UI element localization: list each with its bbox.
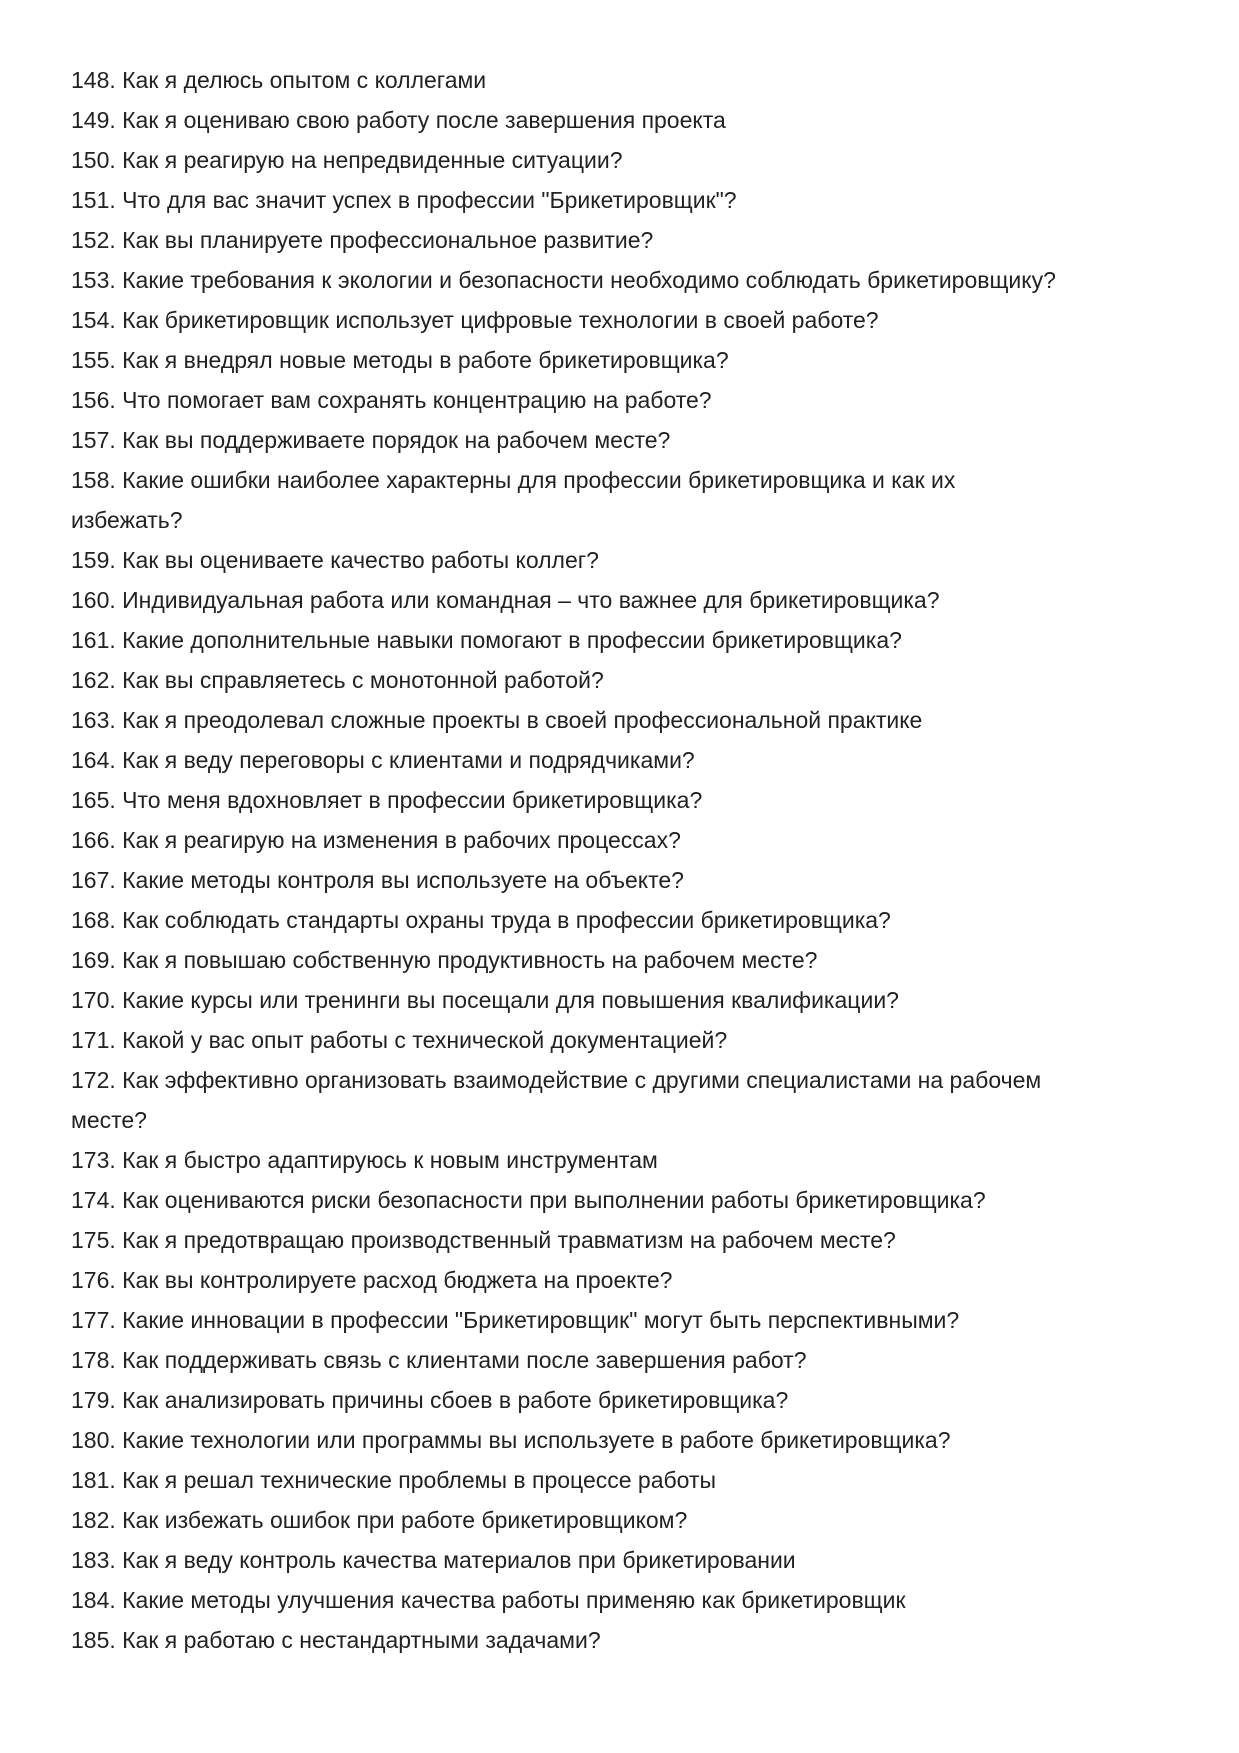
list-item: 185. Как я работаю с нестандартными задачами? (71, 1627, 601, 1653)
list-item: 171. Какой у вас опыт работы с технической документацией? (71, 1027, 728, 1053)
list-item: 148. Как я делюсь опытом с коллегами (71, 67, 487, 93)
list-item: 149. Как я оцениваю свою работу после завершения проекта (71, 107, 726, 133)
list-item: 153. Какие требования к экологии и безопасности необходимо соблюдать брикетировщику? (71, 267, 1056, 293)
list-item: 181. Как я решал технические проблемы в процессе работы (71, 1467, 717, 1493)
list-item: 155. Как я внедрял новые методы в работе брикетировщика? (71, 347, 729, 373)
list-item: 162. Как вы справляетесь с монотонной работой? (71, 667, 604, 693)
list-item: 172. Как эффективно организовать взаимодействие с другими специалистами на рабочем (71, 1067, 1042, 1093)
list-item: 170. Какие курсы или тренинги вы посещали для повышения квалификации? (71, 987, 899, 1013)
list-item: 176. Как вы контролируете расход бюджета на проекте? (71, 1267, 673, 1293)
question-list (71, 60, 1181, 1660)
list-item: 168. Как соблюдать стандарты охраны труда в профессии брикетировщика? (71, 907, 891, 933)
list-item: 177. Какие инновации в профессии "Брикетировщик" могут быть перспективными? (71, 1307, 960, 1333)
list-item: 167. Какие методы контроля вы используете на объекте? (71, 867, 684, 893)
list-item: 173. Как я быстро адаптируюсь к новым инструментам (71, 1147, 658, 1173)
list-item: 166. Как я реагирую на изменения в рабочих процессах? (71, 827, 681, 853)
list-item: 158. Какие ошибки наиболее характерны для профессии брикетировщика и как их (71, 467, 956, 493)
list-item: 163. Как я преодолевал сложные проекты в своей профессиональной практике (71, 707, 923, 733)
list-item: 175. Как я предотвращаю производственный травматизм на рабочем месте? (71, 1227, 896, 1253)
list-item: 154. Как брикетировщик использует цифровые технологии в своей работе? (71, 307, 879, 333)
list-item: 182. Как избежать ошибок при работе брикетировщиком? (71, 1507, 688, 1533)
list-item-continuation: избежать? (71, 507, 183, 533)
list-item: 156. Что помогает вам сохранять концентрацию на работе? (71, 387, 712, 413)
list-item: 152. Как вы планируете профессиональное развитие? (71, 227, 654, 253)
list-item: 178. Как поддерживать связь с клиентами после завершения работ? (71, 1347, 807, 1373)
list-item: 165. Что меня вдохновляет в профессии брикетировщика? (71, 787, 703, 813)
list-item: 179. Как анализировать причины сбоев в работе брикетировщика? (71, 1387, 789, 1413)
list-item: 184. Какие методы улучшения качества работы применяю как брикетировщик (71, 1587, 906, 1613)
list-item: 161. Какие дополнительные навыки помогают в профессии брикетировщика? (71, 627, 902, 653)
list-item: 160. Индивидуальная работа или командная – что важнее для брикетировщика? (71, 587, 940, 613)
list-item: 150. Как я реагирую на непредвиденные ситуации? (71, 147, 623, 173)
list-item: 159. Как вы оцениваете качество работы коллег? (71, 547, 599, 573)
list-item: 157. Как вы поддерживаете порядок на рабочем месте? (71, 427, 671, 453)
list-item: 151. Что для вас значит успех в профессии "Брикетировщик"? (71, 187, 737, 213)
list-item-continuation: месте? (71, 1107, 147, 1133)
list-item: 174. Как оцениваются риски безопасности при выполнении работы брикетировщика? (71, 1187, 986, 1213)
list-item: 180. Какие технологии или программы вы используете в работе брикетировщика? (71, 1427, 951, 1453)
list-item: 169. Как я повышаю собственную продуктивность на рабочем месте? (71, 947, 818, 973)
list-item: 183. Как я веду контроль качества материалов при брикетировании (71, 1547, 796, 1573)
list-item: 164. Как я веду переговоры с клиентами и подрядчиками? (71, 747, 695, 773)
